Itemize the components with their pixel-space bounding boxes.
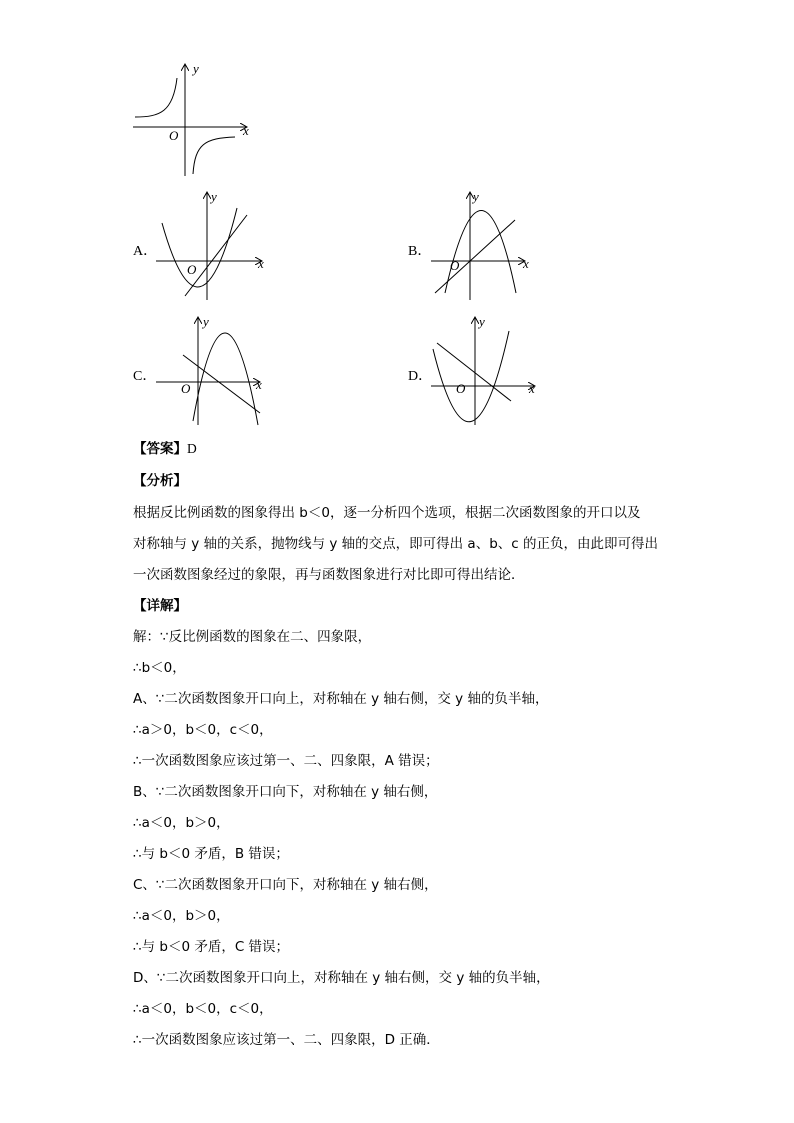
y-axis-label: y [203, 314, 209, 329]
linear-function [183, 355, 260, 413]
analysis-line-3: 一次函数图象经过的象限，再与函数图象进行对比即可得出结论． [133, 567, 525, 583]
origin-label: O [456, 381, 466, 396]
x-axis-label: x [243, 123, 249, 138]
option-b-label: B． [408, 244, 432, 259]
analysis-title: 【分析】 [133, 473, 187, 489]
hyperbola-branch-2 [135, 78, 177, 117]
y-axis-label: y [211, 189, 217, 204]
detail-line-10: ∴a＜0，b＞0， [133, 908, 230, 924]
detail-line-9: C、∵二次函数图象开口向下，对称轴在 y 轴右侧， [133, 877, 438, 893]
detail-line-3: A、∵二次函数图象开口向上，对称轴在 y 轴右侧，交 y 轴的负半轴， [133, 691, 549, 707]
option-d-figure [425, 313, 555, 428]
origin-label: O [169, 128, 179, 143]
detail-line-7: ∴a＜0，b＞0， [133, 815, 230, 831]
x-axis-label: x [523, 256, 529, 271]
parabola [162, 208, 237, 287]
detail-line-4: ∴a＞0，b＜0，c＜0， [133, 722, 273, 738]
detail-line-5: ∴一次函数图象应该过第一、二、四象限，A 错误； [133, 753, 439, 769]
analysis-line-1: 根据反比例函数的图象得出 b＜0，逐一分析四个选项，根据二次函数图象的开口以及 [133, 505, 641, 521]
parabola [193, 333, 258, 425]
origin-label: O [187, 262, 197, 277]
detail-line-1: 解：∵反比例函数的图象在二、四象限， [133, 629, 372, 645]
parabola [433, 331, 509, 422]
x-axis-label: x [529, 381, 535, 396]
x-axis-label: x [256, 377, 262, 392]
detail-line-6: B、∵二次函数图象开口向下，对称轴在 y 轴右侧， [133, 784, 438, 800]
option-b-figure [425, 188, 555, 303]
option-d-label: D． [408, 369, 433, 384]
detail-line-13: ∴a＜0，b＜0，c＜0， [133, 1001, 273, 1017]
option-a-figure [150, 188, 280, 303]
detail-line-2: ∴b＜0， [133, 660, 186, 676]
linear-function [437, 343, 511, 401]
answer-title: 【答案】 [133, 441, 187, 457]
y-axis-label: y [473, 189, 479, 204]
detail-line-14: ∴一次函数图象应该过第一、二、四象限，D 正确． [133, 1032, 440, 1048]
detail-line-12: D、∵二次函数图象开口向上，对称轴在 y 轴右侧，交 y 轴的负半轴， [133, 970, 550, 986]
hyperbola-branch-4 [193, 137, 235, 174]
y-axis-label: y [479, 314, 485, 329]
option-a-label: A． [133, 244, 158, 259]
y-axis-label: y [193, 61, 199, 76]
option-c-figure [150, 313, 280, 428]
option-c-label: C． [133, 369, 157, 384]
detail-title: 【详解】 [133, 598, 187, 614]
detail-line-8: ∴与 b＜0 矛盾，B 错误； [133, 846, 289, 862]
inverse-function-figure [125, 60, 265, 180]
origin-label: O [450, 258, 460, 273]
x-axis-label: x [258, 256, 264, 271]
analysis-line-2: 对称轴与 y 轴的关系，抛物线与 y 轴的交点，即可得出 a、b、c 的正负，由此即可得出 [133, 536, 658, 552]
answer-value: D [187, 441, 197, 456]
answer-line [133, 440, 197, 458]
linear-function [185, 215, 247, 296]
detail-line-11: ∴与 b＜0 矛盾，C 错误； [133, 939, 290, 955]
linear-function [435, 220, 515, 293]
origin-label: O [181, 381, 191, 396]
